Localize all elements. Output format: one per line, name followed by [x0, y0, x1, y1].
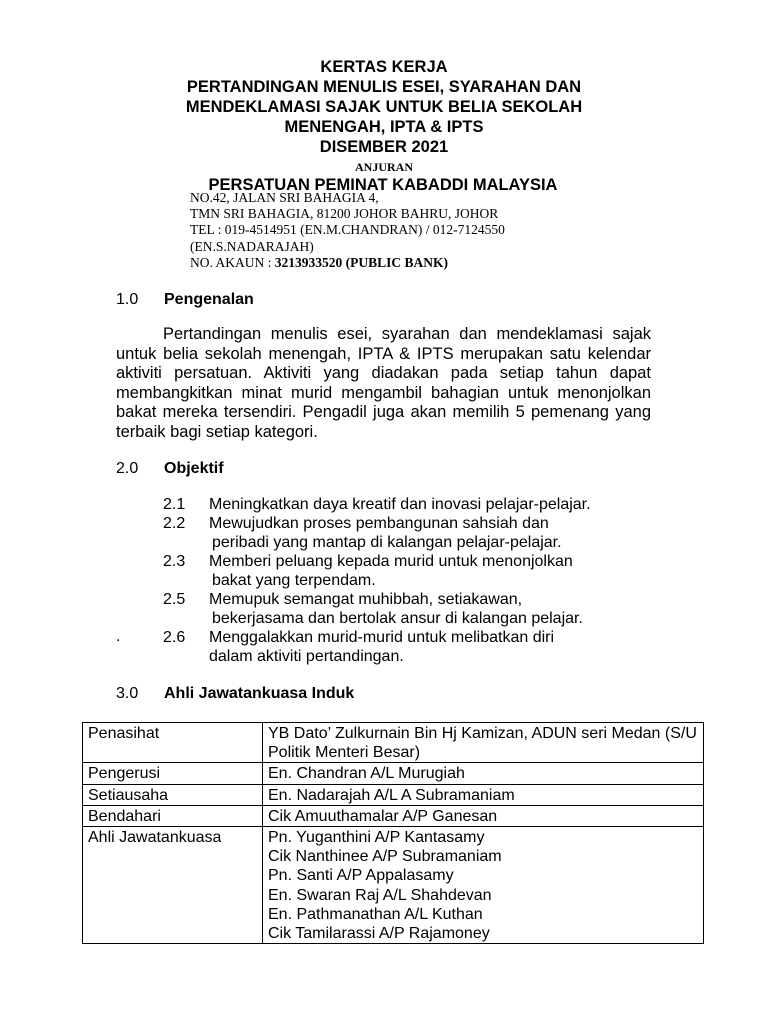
member-name: YB Dato’ Zulkurnain Bin Hj Kamizan, ADUN seri Medan (S/U Politik Menteri Besar) [268, 725, 697, 762]
title-date: DISEMBER 2021 [319, 138, 449, 156]
table-row [83, 805, 704, 826]
list-item [163, 495, 591, 514]
item-text: Memupuk semangat muhibbah, setiakawan, [209, 591, 523, 608]
member-name: Cik Amuuthamalar A/P Ganesan [268, 807, 498, 825]
role-cell: Penasihat [83, 723, 263, 763]
member-cell [263, 784, 704, 805]
member-name: Pn. Santi A/P Appalasamy [268, 867, 454, 885]
member-cell [263, 723, 704, 763]
organisation-address [190, 190, 505, 271]
address-line: TMN SRI BAHAGIA, 81200 JOHOR BAHRU, JOHOR [190, 206, 499, 222]
member-name: En. Swaran Raj A/L Shahdevan [268, 886, 492, 904]
role-cell: Setiausaha [83, 784, 263, 805]
list-item [163, 590, 591, 628]
section-heading-objectives [116, 459, 224, 479]
phone-contact: (EN.S.NADARAJAH) [190, 238, 314, 254]
account-line [190, 255, 505, 271]
section-title: Ahli Jawatankuasa Induk [164, 685, 355, 702]
document-title: KERTAS KERJA [320, 58, 448, 76]
member-cell [263, 763, 704, 784]
item-number: 2.3 [163, 553, 186, 570]
title-line-4: MENENGAH, IPTA & IPTS [284, 118, 484, 136]
list-item [163, 552, 591, 590]
table-row [83, 763, 704, 784]
item-text: Meningkatkan daya kreatif dan inovasi pelajar-pelajar. [209, 496, 591, 513]
phone-line: TEL : 019-4514951 (EN.M.CHANDRAN) / 012-7124550 [190, 222, 505, 238]
list-item [163, 514, 591, 552]
list-item [163, 628, 591, 666]
address-line: NO.42, JALAN SRI BAHAGIA 4, [190, 190, 379, 205]
section-heading-committee [116, 684, 354, 704]
title-line-2: PERTANDINGAN MENULIS ESEI, SYARAHAN DAN [186, 78, 582, 96]
title-line-3: MENDEKLAMASI SAJAK UNTUK BELIA SEKOLAH [185, 98, 583, 116]
item-text-continued: bakat yang terpendam. [212, 572, 376, 589]
member-name: Pn. Yuganthini A/P Kantasamy [268, 829, 485, 847]
member-name: Cik Nanthinee A/P Subramaniam [268, 848, 502, 866]
role-cell: Pengerusi [83, 763, 263, 784]
item-text: Menggalakkan murid-murid untuk melibatkan diri [209, 629, 555, 646]
organiser-label: ANJURAN [355, 160, 413, 174]
item-number: 2.6 [163, 629, 186, 646]
section-title: Pengenalan [164, 291, 254, 308]
item-text: Mewujudkan proses pembangunan sahsiah dan [209, 515, 549, 532]
committee-table [82, 722, 704, 944]
section-number: 3.0 [116, 685, 139, 702]
item-text-continued: peribadi yang mantap di kalangan pelajar-pelajar. [212, 534, 562, 551]
introduction-paragraph: Pertandingan menulis esei, syarahan dan mendeklamasi sajak untuk belia sekolah menengah, IPTA & IPTS merupakan satu kelendar aktiviti persatuan. Aktiviti yang diadakan pada setiap tahun dapat membangkitkan minat murid mengambil bahagian untuk menonjolkan bakat mereka tersendiri. Pengadil juga akan memilih 5 pemenang yang terbaik bagi setiap kategori. [116, 325, 651, 441]
account-label: NO. AKAUN : [190, 254, 275, 270]
member-name: Cik Tamilarassi A/P Rajamoney [268, 925, 490, 943]
stray-mark: . [116, 628, 121, 645]
member-cell [263, 827, 704, 944]
table-row [83, 784, 704, 805]
objectives-list [163, 495, 591, 666]
item-number: 2.2 [163, 515, 186, 532]
section-heading-introduction [116, 290, 254, 310]
role-cell: Bendahari [83, 805, 263, 826]
section-number: 2.0 [116, 460, 139, 477]
member-name: En. Chandran A/L Murugiah [268, 765, 465, 783]
section-title: Objektif [164, 460, 224, 477]
member-name: En. Nadarajah A/L A Subramaniam [268, 786, 515, 804]
organisation-name: PERSATUAN PEMINAT KABADDI MALAYSIA [208, 176, 558, 194]
account-number: 3213933520 (PUBLIC BANK) [274, 254, 449, 270]
table-row [83, 827, 704, 944]
title-block [0, 57, 768, 195]
item-number: 2.5 [163, 591, 186, 608]
item-text-continued: bekerjasama dan bertolak ansur di kalangan pelajar. [212, 610, 583, 627]
item-text-continued: dalam aktiviti pertandingan. [209, 648, 404, 665]
member-cell [263, 805, 704, 826]
member-name: En. Pathmanathan A/L Kuthan [268, 905, 483, 923]
section-number: 1.0 [116, 291, 139, 308]
item-number: 2.1 [163, 496, 186, 513]
item-text: Memberi peluang kepada murid untuk menonjolkan [209, 553, 573, 570]
table-row [83, 723, 704, 763]
role-cell: Ahli Jawatankuasa [83, 827, 263, 944]
